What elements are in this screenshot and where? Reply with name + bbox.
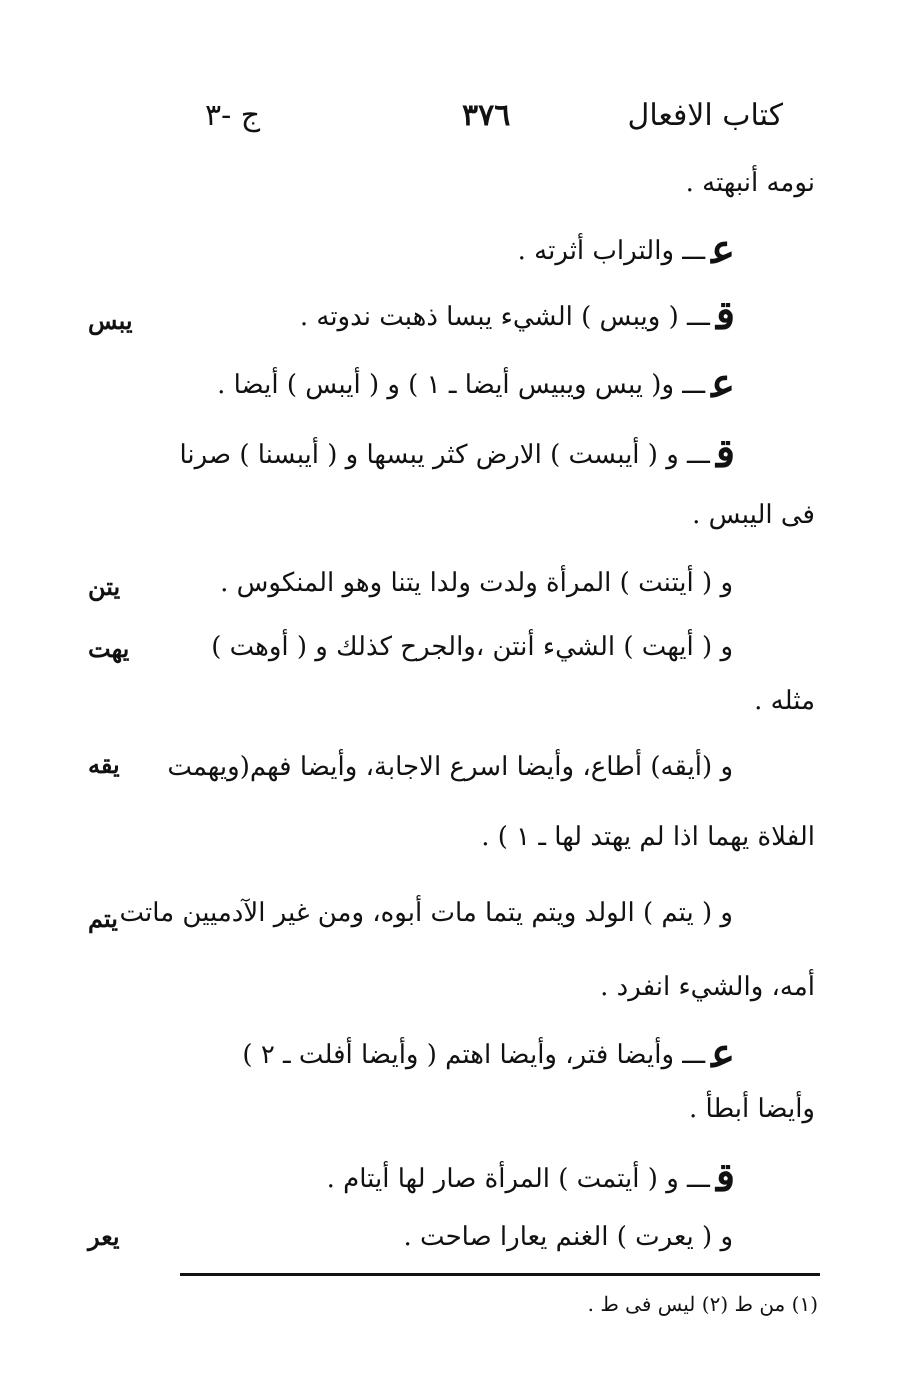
footnote-divider — [180, 1273, 820, 1276]
source-siglum: ع — [711, 1030, 735, 1077]
footnote: (١) من ط (٢) ليس فى ط . — [587, 1292, 818, 1316]
margin-note: يقه — [88, 750, 120, 779]
text-line — [481, 822, 815, 853]
line-text: ـــ والتراب أثرته . — [517, 236, 706, 266]
source-siglum: ق — [715, 1154, 735, 1201]
text-line — [404, 1222, 733, 1253]
text-line — [518, 226, 735, 274]
source-siglum: ق — [715, 430, 735, 477]
source-siglum: ع — [711, 360, 735, 407]
text-line — [167, 752, 733, 783]
text-line — [754, 686, 815, 717]
line-text: ـــ و ( أيتمت ) المرأة صار لها أيتام . — [326, 1164, 710, 1194]
text-line — [220, 568, 733, 599]
text-line — [179, 430, 735, 478]
line-text: نومه أنبهته . — [685, 168, 815, 198]
source-siglum: ع — [711, 226, 735, 273]
line-text: أمه، والشيء انفرد . — [600, 972, 815, 1002]
line-text: و ( يعرت ) الغنم يعارا صاحت . — [403, 1222, 733, 1252]
text-line — [120, 898, 733, 929]
margin-note: يعر — [88, 1222, 120, 1251]
text-line — [327, 1154, 735, 1202]
margin-note: يهت — [88, 634, 130, 663]
line-text: و ( يتم ) الولد ويتم يتما مات أبوه، ومن غير الآدميين ماتت — [119, 898, 733, 928]
text-line — [217, 360, 735, 408]
margin-note: يتم — [88, 904, 118, 933]
text-line — [300, 292, 735, 340]
book-title: كتاب الافعال — [627, 98, 783, 133]
line-text: الفلاة يهما اذا لم يهتد لها ـ ١ ) . — [481, 822, 815, 852]
line-text: ـــ و( يبس ويبيس أيضا ـ ١ ) و ( أيبس ) أيضا . — [217, 370, 706, 400]
margin-note: يتن — [88, 572, 121, 601]
text-line — [689, 1094, 815, 1125]
line-text: وأيضا أبطأ . — [689, 1094, 815, 1124]
line-text: و (أيقه) أطاع، وأيضا اسرع الاجابة، وأيضا فهم(ويهمت — [167, 752, 733, 782]
line-text: مثله . — [754, 686, 815, 716]
source-siglum: ق — [715, 292, 735, 339]
line-text: ـــ و ( أيبست ) الارض كثر يبسها و ( أيبسنا ) صرنا — [179, 440, 710, 470]
text-line — [692, 500, 815, 531]
text-line — [686, 168, 815, 199]
line-text: و ( أيهت ) الشيء أنتن ،والجرح كذلك و ( أوهت ) — [211, 632, 733, 662]
page-header — [0, 98, 913, 148]
line-text: ـــ وأيضا فتر، وأيضا اهتم ( وأيضا أفلت ـ ٢ ) — [242, 1040, 706, 1070]
text-line — [600, 972, 815, 1003]
text-line — [211, 632, 733, 663]
volume-label: ج -٣ — [205, 98, 261, 133]
text-line — [242, 1030, 735, 1078]
margin-note: يبس — [88, 306, 133, 335]
line-text: و ( أيتنت ) المرأة ولدت ولدا يتنا وهو المنكوس . — [220, 568, 733, 598]
line-text: فى اليبس . — [692, 500, 815, 530]
line-text: ـــ ( ويبس ) الشيء يبسا ذهبت ندوته . — [299, 302, 710, 332]
page-number: ٣٧٦ — [462, 98, 511, 133]
